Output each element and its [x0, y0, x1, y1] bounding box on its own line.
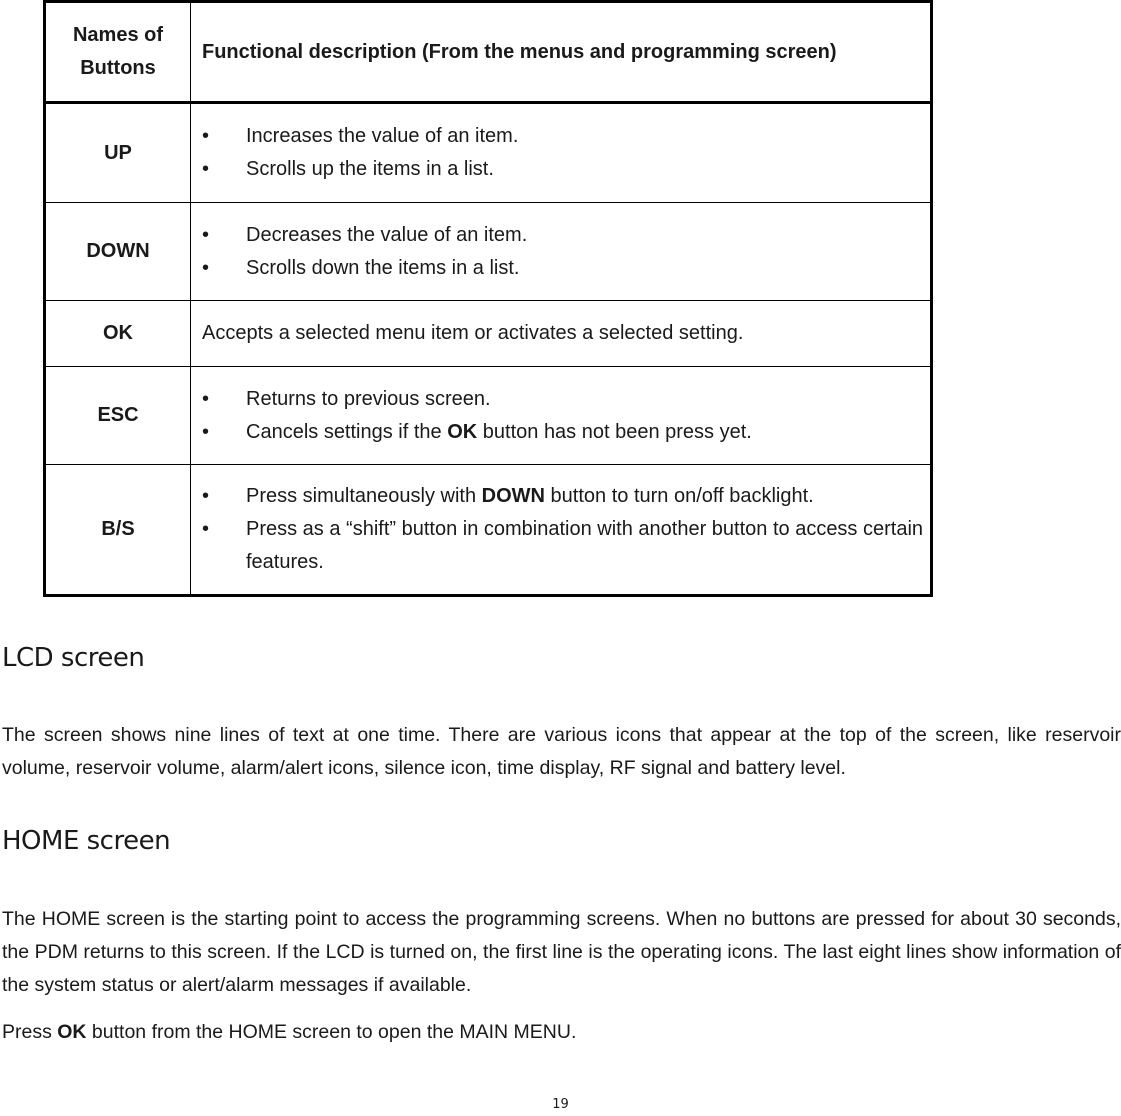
button-name-up: UP: [45, 103, 191, 203]
buttons-table: [43, 0, 933, 597]
button-name-bs: B/S: [45, 465, 191, 596]
table-row: [45, 367, 932, 465]
bold-text: OK: [447, 420, 478, 443]
text-run: Cancels settings if the: [246, 420, 448, 443]
text-run: Press simultaneously with: [246, 485, 482, 507]
button-description: Accepts a selected menu item or activates a selected setting.: [191, 301, 932, 367]
button-name-ok: OK: [45, 301, 191, 367]
text-run: button to turn on/off backlight.: [544, 485, 814, 507]
button-description: [191, 367, 932, 465]
table-header-row: [45, 2, 932, 103]
bold-text: DOWN: [481, 485, 545, 507]
home-screen-press-ok-paragraph: [2, 1016, 1121, 1049]
header-functional-description: Functional description (From the menus and programming screen): [191, 2, 932, 103]
header-name-line2: Buttons: [80, 57, 156, 79]
text-run: Press: [2, 1021, 58, 1043]
header-name-line1: Names of: [72, 24, 164, 46]
table-row: [45, 301, 932, 367]
home-screen-heading: HOME screen: [2, 826, 171, 856]
header-names-of-buttons: [45, 2, 191, 103]
list-item: [202, 480, 930, 513]
lcd-screen-paragraph: The screen shows nine lines of text at one time. There are various icons that appear at the top of the screen, like reservoir volume, reservoir volume, alarm/alert icons, silence icon, time display, RF signal and battery level.: [2, 724, 1121, 779]
button-description: [191, 465, 932, 596]
list-item: • Scrolls down the items in a list.: [202, 252, 930, 285]
text-run: button has not been press yet.: [477, 420, 752, 443]
list-item: • Increases the value of an item.: [202, 120, 930, 153]
page-number: 19: [552, 1097, 569, 1112]
list-item: • Press as a “shift” button in combination with another button to access certain features.: [202, 513, 930, 579]
button-name-esc: ESC: [45, 367, 191, 465]
list-item: • Scrolls up the items in a list.: [202, 153, 930, 186]
list-item: • Returns to previous screen.: [202, 383, 930, 416]
table-row: [45, 203, 932, 301]
lcd-screen-heading: LCD screen: [2, 643, 145, 673]
bold-text: OK: [57, 1021, 87, 1043]
table-row: [45, 465, 932, 596]
home-screen-paragraph: The HOME screen is the starting point to access the programming screens. When no buttons are pressed for about 30 seconds, the PDM returns to this screen. If the LCD is turned on, the first line is the operating icons. The last eight lines show information of the system status or alert/alarm messages if available.: [2, 908, 1121, 996]
list-item: • Decreases the value of an item.: [202, 219, 930, 252]
table-row: [45, 103, 932, 203]
button-name-down: DOWN: [45, 203, 191, 301]
button-description: [191, 203, 932, 301]
text-run: button from the HOME screen to open the MAIN MENU.: [86, 1021, 577, 1043]
list-item: [202, 416, 930, 449]
button-description: [191, 103, 932, 203]
